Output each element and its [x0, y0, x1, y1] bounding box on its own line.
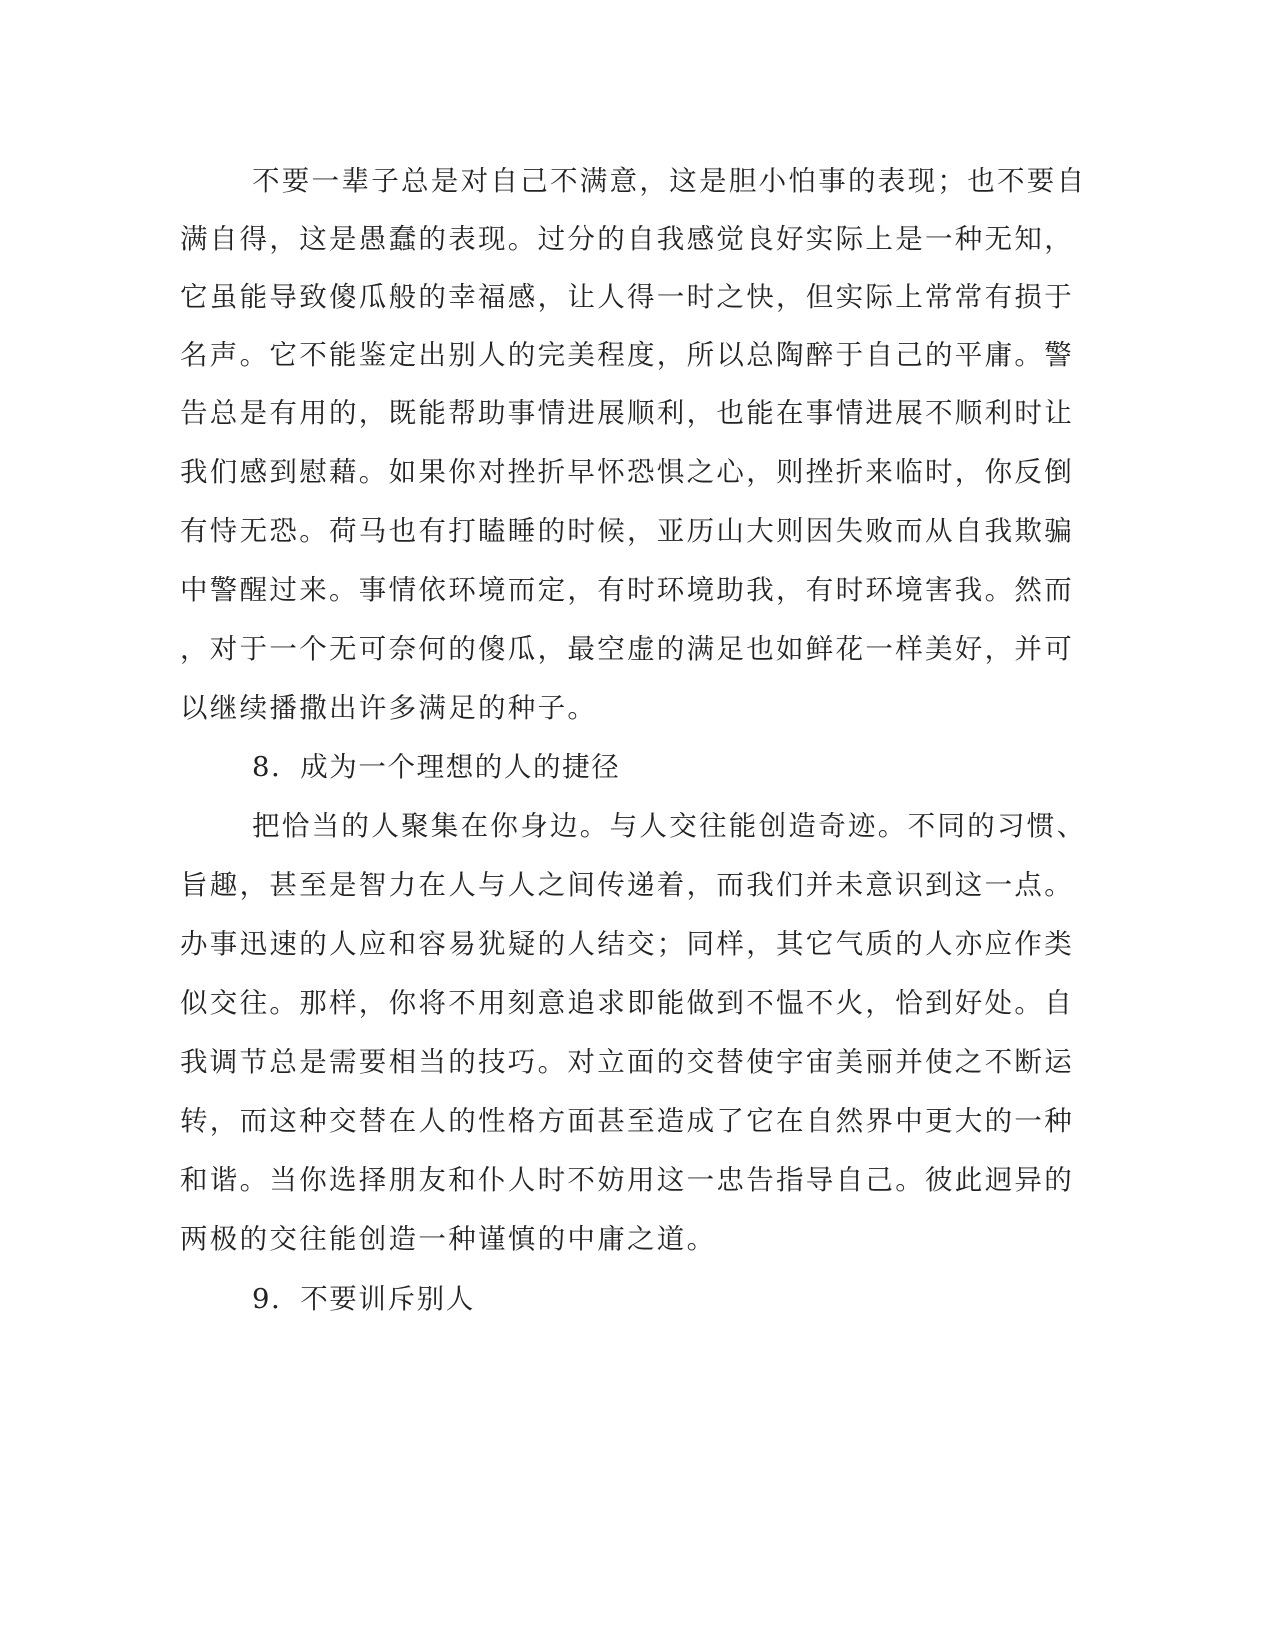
paragraph-1-line-2: 满自得，这是愚蠢的表现。过分的自我感觉良好实际上是一种无知， — [180, 223, 1074, 255]
paragraph-1-line-8: 中警醒过来。事情依环境而定，有时环境助我，有时环境害我。然而 — [180, 574, 1074, 606]
paragraph-1-line-3: 它虽能导致傻瓜般的幸福感，让人得一时之快，但实际上常常有损于 — [180, 281, 1074, 313]
paragraph-2-line-3: 办事迅速的人应和容易犹疑的人结交；同样，其它气质的人亦应作类 — [180, 928, 1074, 960]
paragraph-2-line-2: 旨趣，甚至是智力在人与人之间传递着，而我们并未意识到这一点。 — [180, 869, 1074, 901]
paragraph-1-line-9: ，对于一个无可奈何的傻瓜，最空虚的满足也如鲜花一样美好，并可 — [180, 633, 1074, 665]
paragraph-2-line-5: 我调节总是需要相当的技巧。对立面的交替使宇宙美丽并使之不断运 — [180, 1046, 1074, 1078]
section-heading-8: 8．成为一个理想的人的捷径 — [252, 751, 621, 783]
section-heading-9: 9．不要训斥别人 — [252, 1283, 475, 1315]
paragraph-2-line-8: 两极的交往能创造一种谨慎的中庸之道。 — [180, 1223, 717, 1255]
paragraph-2-line-7: 和谐。当你选择朋友和仆人时不妨用这一忠告指导自己。彼此迥异的 — [180, 1164, 1074, 1196]
paragraph-2-line-4: 似交往。那样，你将不用刻意追求即能做到不愠不火，恰到好处。自 — [180, 987, 1074, 1019]
paragraph-1-line-5: 告总是有用的，既能帮助事情进展顺利，也能在事情进展不顺利时让 — [180, 397, 1074, 429]
paragraph-1-line-10: 以继续播撒出许多满足的种子。 — [180, 692, 598, 724]
paragraph-1-line-1: 不要一辈子总是对自己不满意，这是胆小怕事的表现；也不要自 — [252, 165, 1087, 197]
paragraph-1-line-4: 名声。它不能鉴定出别人的完美程度，所以总陶醉于自己的平庸。警 — [180, 339, 1074, 371]
paragraph-2-line-6: 转，而这种交替在人的性格方面甚至造成了它在自然界中更大的一种 — [180, 1105, 1074, 1137]
paragraph-2-line-1: 把恰当的人聚集在你身边。与人交往能创造奇迹。不同的习惯、 — [252, 810, 1087, 842]
paragraph-1-line-6: 我们感到慰藉。如果你对挫折早怀恐惧之心，则挫折来临时，你反倒 — [180, 456, 1074, 488]
paragraph-1-line-7: 有恃无恐。荷马也有打瞌睡的时候，亚历山大则因失败而从自我欺骗 — [180, 515, 1074, 547]
